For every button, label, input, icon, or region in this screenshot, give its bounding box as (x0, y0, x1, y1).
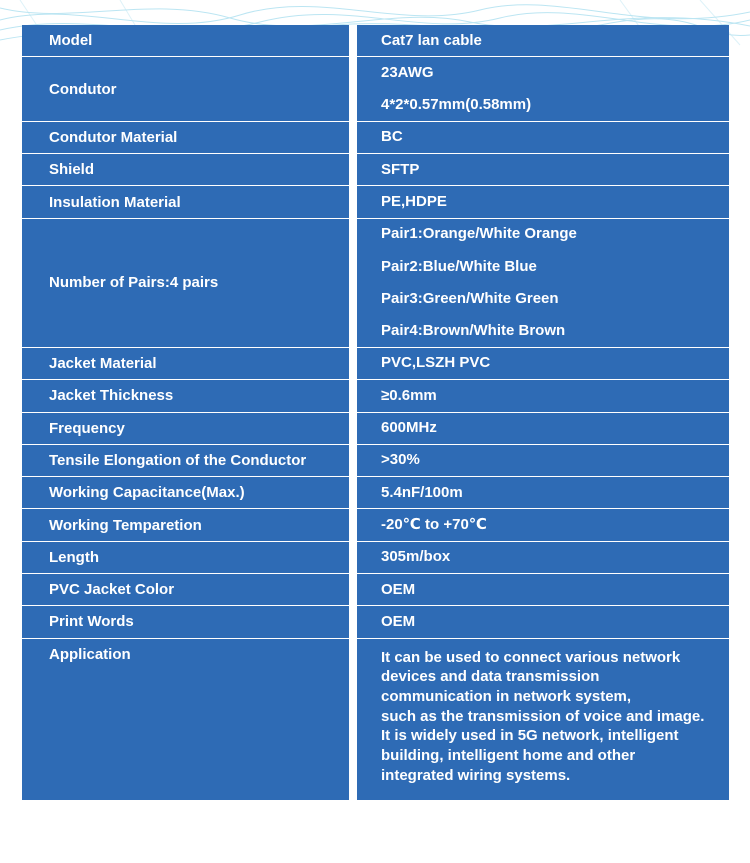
spec-value: 5.4nF/100m (381, 483, 463, 501)
spec-value: ≥0.6mm (381, 386, 437, 404)
spec-value-cell (357, 445, 729, 477)
spec-label: Tensile Elongation of the Conductor (22, 445, 349, 477)
spec-label: Working Temparetion (22, 509, 349, 541)
spec-row-shield (22, 154, 729, 186)
spec-row-working-capacitance (22, 477, 729, 509)
spec-label: Condutor Material (22, 122, 349, 154)
spec-row-jacket-thickness (22, 380, 729, 412)
spec-label: Print Words (22, 606, 349, 638)
spec-label: Length (22, 542, 349, 574)
spec-value-cell (357, 606, 729, 638)
spec-label: Shield (22, 154, 349, 186)
spec-value: Pair3:Green/White Green (381, 289, 559, 307)
spec-value-cell (357, 57, 729, 122)
spec-value: >30% (381, 451, 420, 469)
spec-row-insulation-material (22, 186, 729, 218)
spec-value: PVC,LSZH PVC (381, 354, 491, 372)
spec-value: BC (381, 128, 403, 146)
spec-row-number-of-pairs (22, 219, 729, 348)
spec-value-cell (357, 25, 729, 57)
spec-value-cell (357, 542, 729, 574)
spec-label: Number of Pairs:4 pairs (22, 219, 349, 348)
spec-value-cell (357, 219, 729, 348)
spec-value-cell (357, 122, 729, 154)
spec-row-length (22, 542, 729, 574)
spec-row-pvc-jacket-color (22, 574, 729, 606)
spec-value: OEM (381, 612, 416, 630)
spec-value-cell (357, 413, 729, 445)
spec-value: Pair1:Orange/White Orange (381, 225, 577, 243)
spec-row-working-temperature (22, 509, 729, 541)
spec-label: PVC Jacket Color (22, 574, 349, 606)
spec-row-frequency (22, 413, 729, 445)
spec-label: Jacket Material (22, 348, 349, 380)
spec-value: SFTP (381, 160, 420, 178)
spec-value: PE,HDPE (381, 192, 447, 210)
spec-value: Pair4:Brown/White Brown (381, 322, 566, 340)
spec-value-cell (357, 639, 729, 801)
spec-row-print-words (22, 606, 729, 638)
spec-value-cell (357, 186, 729, 218)
spec-row-conductor-material (22, 122, 729, 154)
spec-value: Cat7 lan cable (381, 31, 482, 49)
spec-value: 600MHz (381, 419, 437, 437)
spec-row-tensile-elongation (22, 445, 729, 477)
spec-label: Model (22, 25, 349, 57)
spec-value: 4*2*0.57mm(0.58mm) (381, 96, 532, 114)
spec-value: 305m/box (381, 548, 451, 566)
spec-label: Application (22, 639, 349, 801)
spec-value-cell (357, 509, 729, 541)
application-description: It can be used to connect various network devices and data transmission communication in network system, such as the transmission of voice and image. It is widely used in 5G network, intelligent building, intelligent home and other integrated wiring systems. (381, 648, 705, 784)
spec-label: Working Capacitance(Max.) (22, 477, 349, 509)
spec-label: Condutor (22, 57, 349, 122)
spec-row-conductor (22, 57, 729, 122)
spec-value-cell (357, 348, 729, 380)
spec-label: Frequency (22, 413, 349, 445)
spec-value: 23AWG (381, 63, 434, 81)
spec-row-application (22, 639, 729, 801)
spec-table (22, 25, 729, 801)
spec-label: Jacket Thickness (22, 380, 349, 412)
spec-value-cell (357, 154, 729, 186)
spec-value-cell (357, 380, 729, 412)
spec-value-cell (357, 477, 729, 509)
spec-value-cell (357, 574, 729, 606)
spec-row-model (22, 25, 729, 57)
spec-label: Insulation Material (22, 186, 349, 218)
spec-value: OEM (381, 580, 416, 598)
spec-value: Pair2:Blue/White Blue (381, 257, 537, 275)
spec-value: -20℃ to +70℃ (381, 515, 487, 533)
spec-row-jacket-material (22, 348, 729, 380)
